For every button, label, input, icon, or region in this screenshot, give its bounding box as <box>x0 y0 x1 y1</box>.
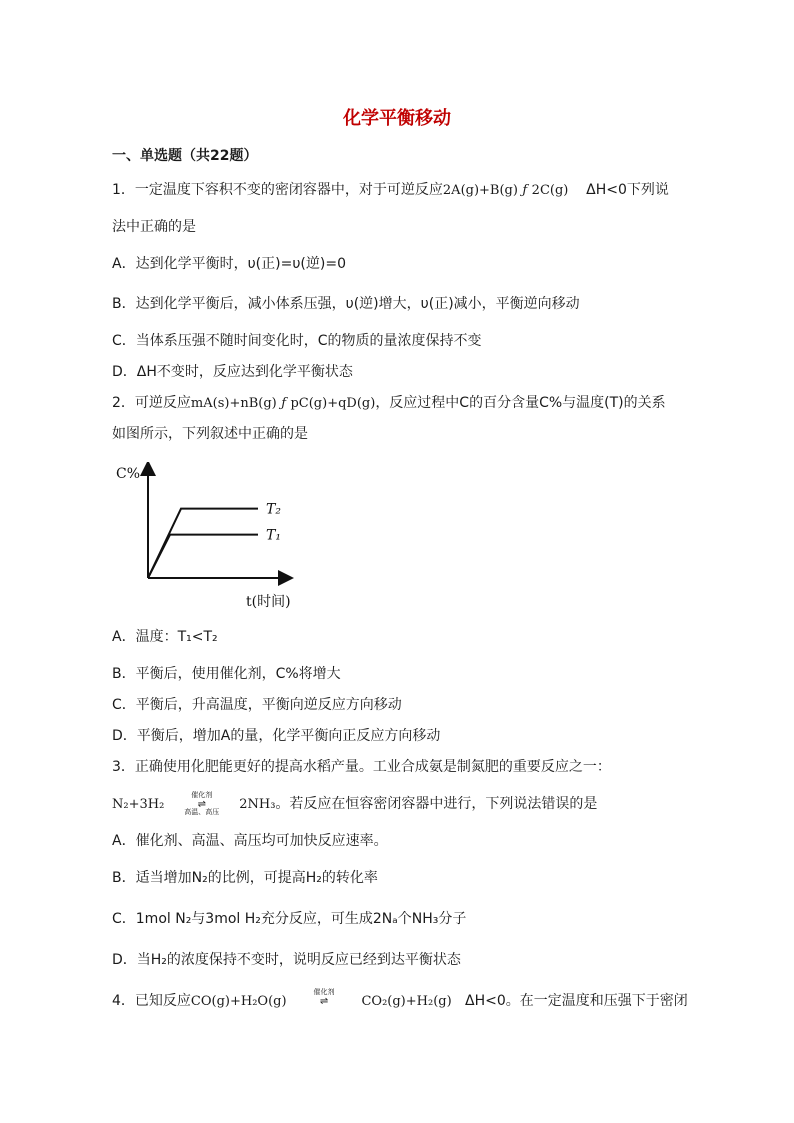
x-axis-label: t(时间) <box>246 594 291 610</box>
q1-option-a: A．达到化学平衡时，υ(正)=υ(逆)=0 <box>112 256 346 272</box>
q4-catalyst-label: 催化剂 <box>313 988 335 996</box>
q4-stem-line1 <box>112 988 692 1012</box>
q4-arrow-glyph: ⇌ <box>319 996 329 1007</box>
q1-stem-line1 <box>112 180 692 201</box>
section-heading: 一、单选题（共22题） <box>112 148 258 164</box>
q2-stem-suffix: ，反应过程中C的百分含量C%与温度(T)的关系 <box>375 395 666 411</box>
q1-stem-text: 1．一定温度下容积不变的密闭容器中，对于可逆反应 <box>112 182 443 198</box>
q2-product: pC(g)+qD(g) <box>290 396 376 411</box>
q4-stem-prefix: 4．已知反应 <box>112 993 191 1009</box>
q3-catalyst-label: 催化剂 <box>191 791 213 799</box>
q1-option-d: D．ΔH不变时，反应达到化学平衡状态 <box>112 364 353 380</box>
q2-stem-line2: 如图所示，下列叙述中正确的是 <box>112 426 308 442</box>
q1-product: 2C(g) <box>531 183 569 198</box>
series-label-1: T₂ <box>266 501 281 518</box>
q2-option-c: C．平衡后，升高温度，平衡向逆反应方向移动 <box>112 697 402 713</box>
q3-condition-label: 高温、高压 <box>184 808 220 816</box>
q3-option-a: A．催化剂、高温、高压均可加快反应速率。 <box>112 833 388 849</box>
q3-stem-line1: 3．正确使用化肥能更好的提高水稻产量。工业合成氨是制氮肥的重要反应之一： <box>112 759 611 775</box>
q4-product: CO₂(g)+H₂(g) <box>361 994 452 1009</box>
q3-option-c: C．1mol N₂与3mol H₂充分反应，可生成2Nₐ个NH₃分子 <box>112 911 467 927</box>
q3-product: 2NH₃ <box>239 797 276 812</box>
q1-equilibrium-arrow: ƒ <box>522 183 528 198</box>
q1-option-b: B．达到化学平衡后，减小体系压强，υ(逆)增大，υ(正)减小，平衡逆向移动 <box>112 296 580 312</box>
q2-reaction: mA(s)+nB(g) <box>190 396 277 411</box>
c-percent-vs-time-chart <box>114 462 314 612</box>
q2-option-b: B．平衡后，使用催化剂，C%将增大 <box>112 666 341 682</box>
q3-stem-suffix: 。若反应在恒容密闭容器中进行，下列说法错误的是 <box>275 796 598 812</box>
q2-stem-line1 <box>112 393 692 414</box>
q3-option-b: B．适当增加N₂的比例，可提高H₂的转化率 <box>112 870 378 886</box>
series-label-2: T₁ <box>266 527 281 544</box>
q4-stem-suffix: ΔH<0。在一定温度和压强下于密闭 <box>465 993 688 1009</box>
q3-reaction-arrow <box>173 791 231 816</box>
q2-equilibrium-arrow: ƒ <box>281 396 287 411</box>
q1-option-c: C．当体系压强不随时间变化时，C的物质的量浓度保持不变 <box>112 333 482 349</box>
q2-option-d: D．平衡后，增加A的量，化学平衡向正反应方向移动 <box>112 728 441 744</box>
q2-option-a: A．温度：T₁<T₂ <box>112 629 218 645</box>
y-axis-label: C% <box>116 466 141 482</box>
q4-reaction-arrow <box>295 988 353 1010</box>
q1-stem-line2: 法中正确的是 <box>112 219 196 235</box>
q3-reactants: N₂+3H₂ <box>112 797 165 812</box>
q3-arrow-glyph: ⇌ <box>197 799 206 810</box>
q4-reactants: CO(g)+H₂O(g) <box>190 994 287 1009</box>
q3-stem-line2 <box>112 791 692 816</box>
q2-stem-prefix: 2．可逆反应 <box>112 395 191 411</box>
page-title: 化学平衡移动 <box>343 108 451 129</box>
q1-enthalpy: ΔH<0下列说 <box>586 182 669 198</box>
q1-reaction: 2A(g)+B(g) <box>442 183 518 198</box>
q3-option-d: D．当H₂的浓度保持不变时，说明反应已经到达平衡状态 <box>112 952 461 968</box>
